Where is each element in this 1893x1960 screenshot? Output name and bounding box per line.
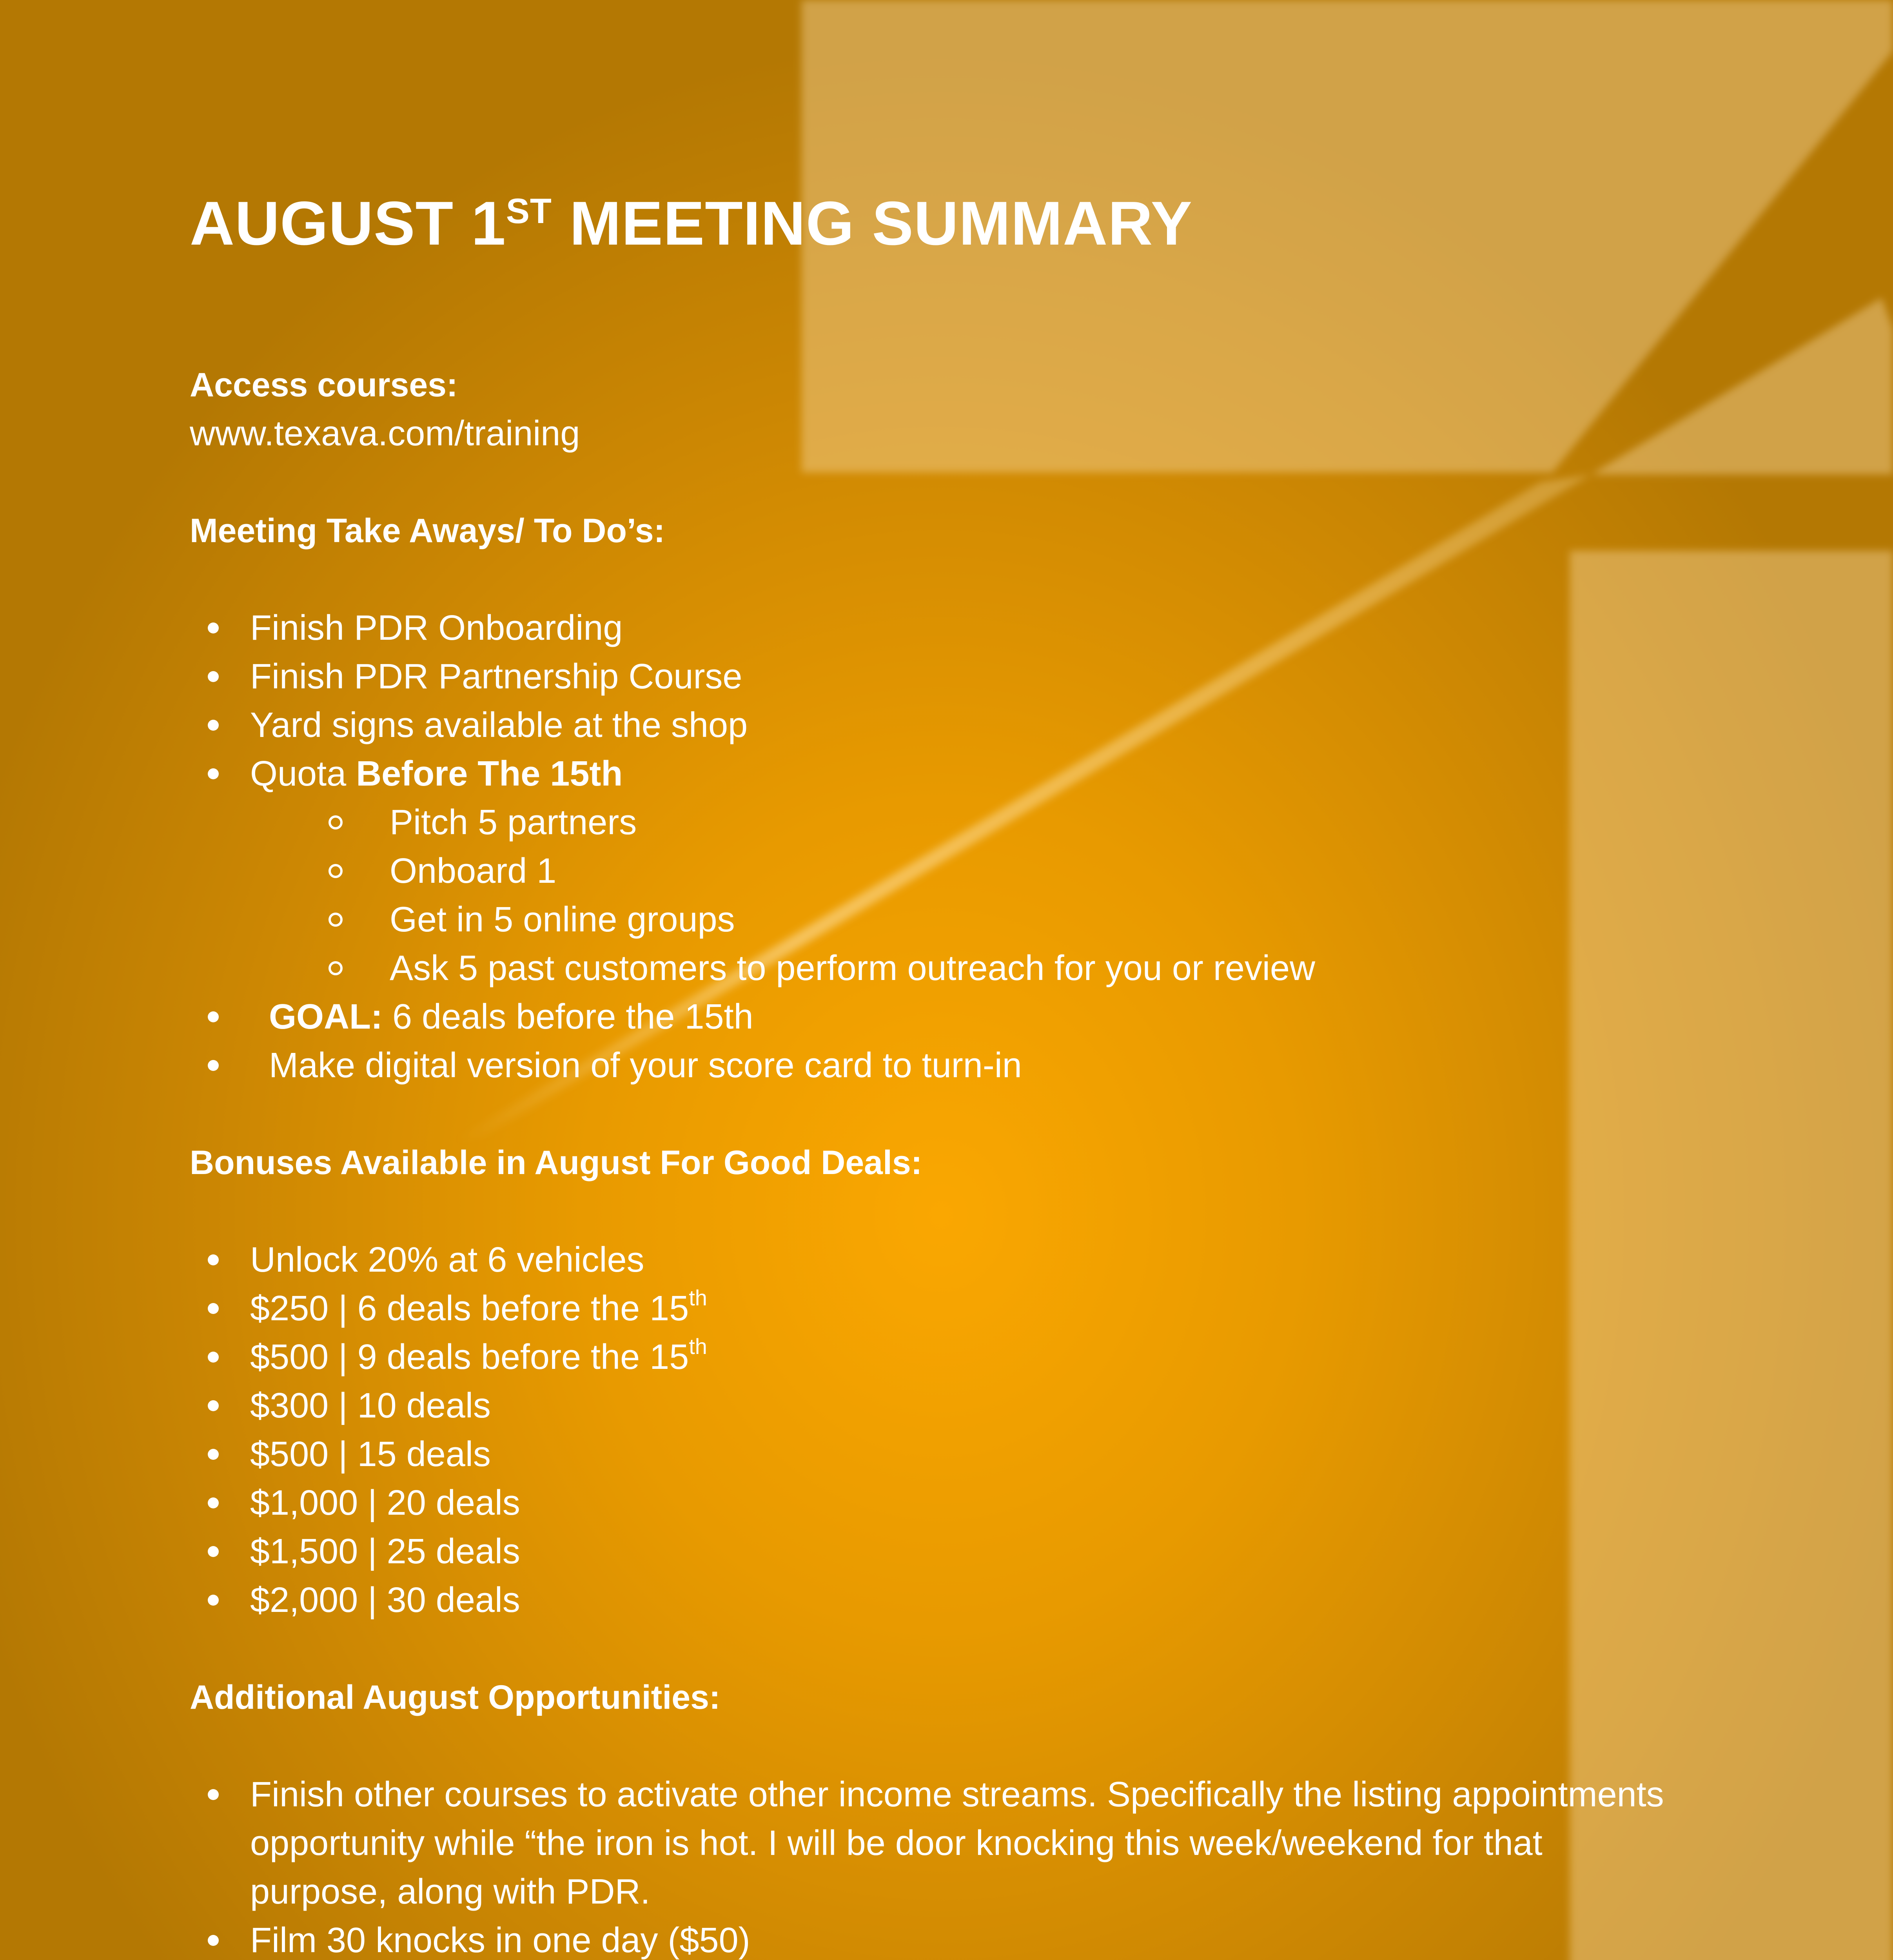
bonuses-list xyxy=(190,1236,1679,1624)
list-item: $250 | 6 deals before the 15th xyxy=(190,1284,1679,1333)
list-item: $300 | 10 deals xyxy=(190,1381,1679,1430)
list-item: Yard signs available at the shop xyxy=(190,701,1679,750)
sub-list-item: Get in 5 online groups xyxy=(250,895,1679,944)
sub-list-item: Onboard 1 xyxy=(250,847,1679,895)
sub-list-item: Ask 5 past customers to perform outreach for you or review xyxy=(250,944,1679,993)
page-title: AUGUST 1ST MEETING SUMMARY xyxy=(190,189,1192,258)
takeaways-list xyxy=(190,604,1679,1090)
goal-item: GOAL: 6 deals before the 15th xyxy=(190,993,1679,1041)
list-item: $1,000 | 20 deals xyxy=(190,1479,1679,1527)
list-item: $500 | 15 deals xyxy=(190,1430,1679,1479)
list-item: Finish PDR Onboarding xyxy=(190,604,1679,652)
meeting-summary-document xyxy=(190,184,1679,1960)
list-item: $1,500 | 25 deals xyxy=(190,1527,1679,1576)
list-item: Film 30 knocks in one day ($50) xyxy=(190,1916,1679,1960)
access-heading: Access courses: xyxy=(190,366,458,404)
sub-list-item: Pitch 5 partners xyxy=(250,798,1679,847)
list-item: Finish other courses to activate other income streams. Specifically the listing appointments opportunity while “the iron is hot. I will be door knocking this week/weekend for that purpose, along with PDR. xyxy=(190,1770,1679,1916)
list-item: Unlock 20% at 6 vehicles xyxy=(190,1236,1679,1284)
additional-heading: Additional August Opportunities: xyxy=(190,1679,721,1716)
list-item: $2,000 | 30 deals xyxy=(190,1576,1679,1624)
takeaways-heading: Meeting Take Aways/ To Do’s: xyxy=(190,512,665,550)
quota-sublist xyxy=(250,798,1679,993)
list-item: $500 | 9 deals before the 15th xyxy=(190,1333,1679,1381)
bonuses-heading: Bonuses Available in August For Good Deals: xyxy=(190,1144,922,1181)
scorecard-item: Make digital version of your score card to turn-in xyxy=(190,1041,1679,1090)
list-item: Finish PDR Partnership Course xyxy=(190,652,1679,701)
additional-list xyxy=(190,1770,1679,1960)
training-url: www.texava.com/training xyxy=(190,414,580,453)
title-superscript: ST xyxy=(506,192,552,231)
quota-item: Quota Before The 15th Pitch 5 partners Onboard 1 Get in 5 online groups Ask 5 past customers to perform outreach for you or review xyxy=(190,750,1679,993)
